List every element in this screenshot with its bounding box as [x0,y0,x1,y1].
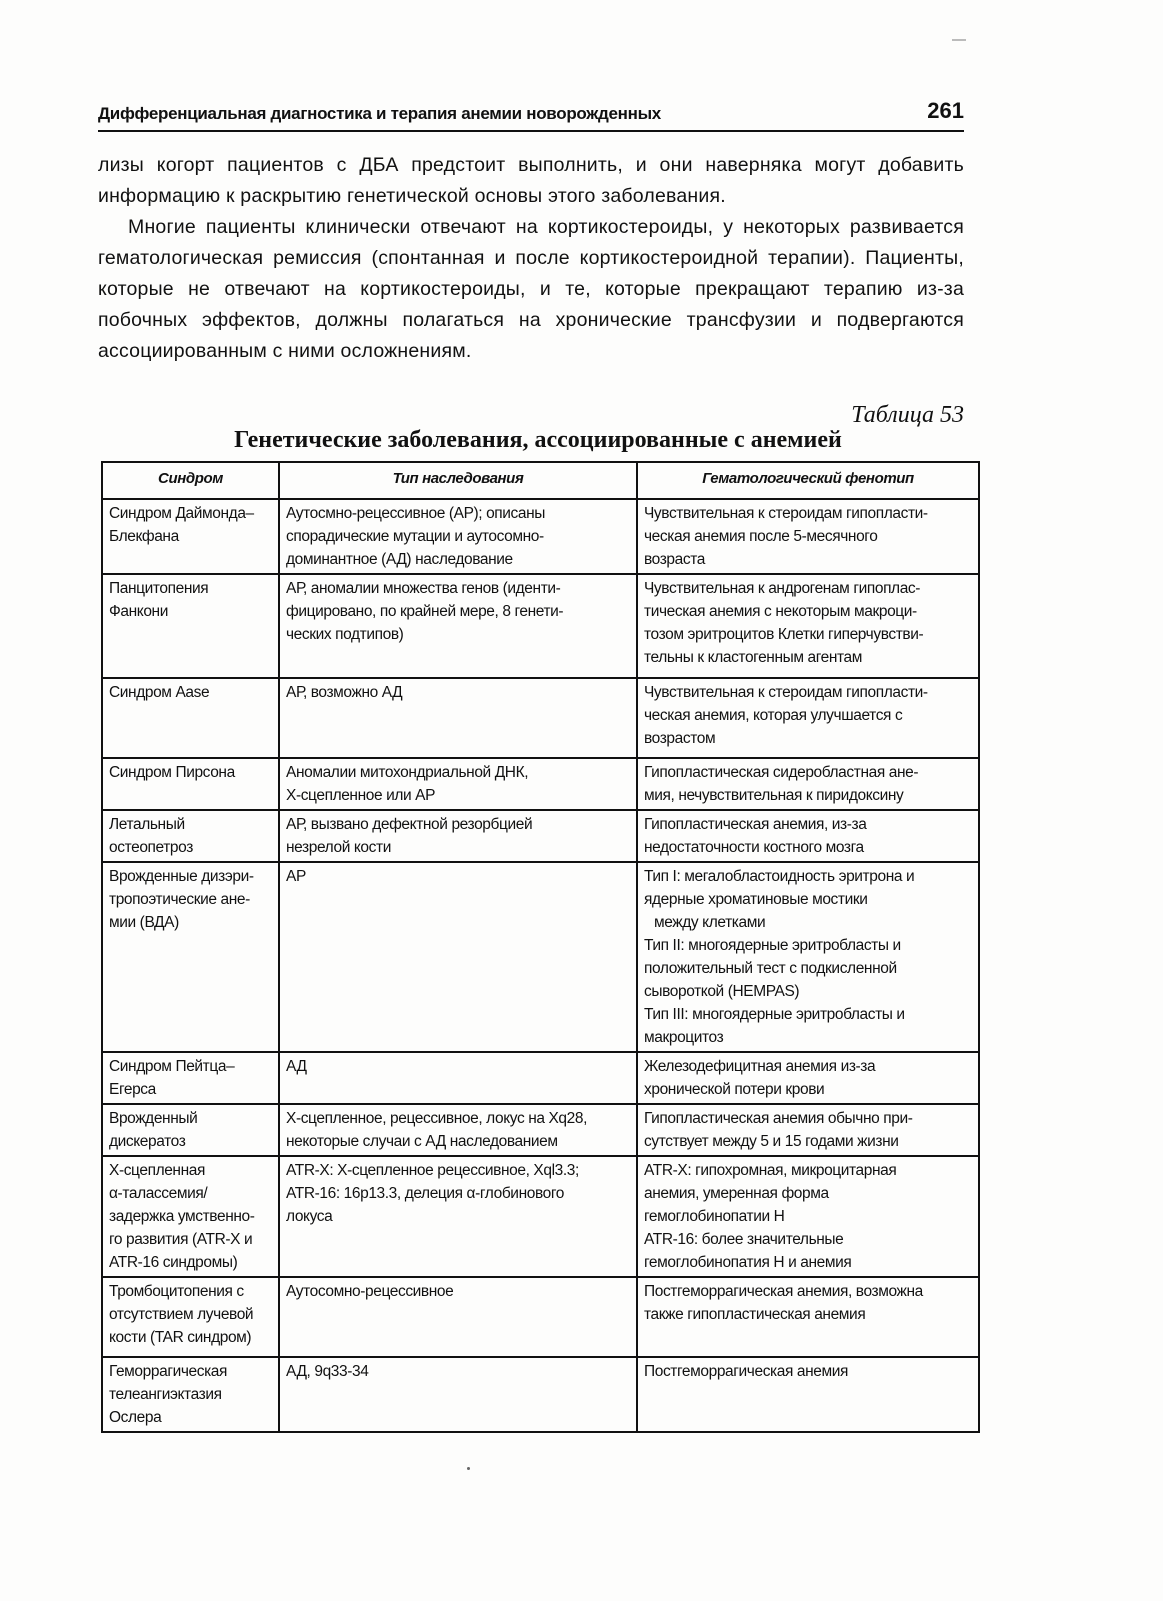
cell-text-line: Чувствительная к стероидам гипопласти- [644,684,928,701]
cell-text-line: между клетками [654,914,766,931]
syndrome-cell [102,1104,279,1156]
genetic-diseases-table [101,461,980,1433]
cell-text-line: АД [286,1058,307,1075]
cell-text-line: некоторые случаи с АД наследованием [286,1133,558,1150]
syndrome-cell [102,1052,279,1104]
running-title: Дифференциальная диагностика и терапия анемии новорожденных [98,104,661,123]
inheritance-cell [279,862,637,1052]
cell-text-line: также гипопластическая анемия [644,1306,866,1323]
cell-text-line: локуса [286,1208,333,1225]
cell-text-line: тельны к кластогенным агентам [644,649,863,666]
cell-text-line: Чувствительная к андрогенам гипоплас- [644,580,921,597]
inheritance-cell [279,758,637,810]
cell-text-line: задержка умственно- [109,1208,255,1225]
cell-text-line: Х-сцепленное, рецессивное, локус на Xq28, [286,1110,587,1127]
inheritance-cell [279,678,637,758]
page-header [98,92,964,132]
cell-text-line: Аномалии митохондриальной ДНК, [286,764,529,781]
cell-text-line: гемоглобинопатия Н и анемия [644,1254,852,1271]
syndrome-cell [102,758,279,810]
table-row [102,1277,979,1357]
phenotype-cell [637,810,979,862]
cell-text-line: хронической потери крови [644,1081,825,1098]
cell-text-line: Врожденные дизэри- [109,868,254,885]
phenotype-cell [637,499,979,574]
cell-text-line: сутствует между 5 и 15 годами жизни [644,1133,899,1150]
cell-text-line: Синдром Пирсона [109,764,235,781]
cell-text-line: Тип I: мегалобластоидность эритрона и [644,868,915,885]
cell-text-line: положительный тест с подкисленной [644,960,897,977]
cell-text-line: недостаточности костного мозга [644,839,864,856]
cell-text-line: Тромбоцитопения с [109,1283,244,1300]
inheritance-cell [279,1052,637,1104]
cell-text-line: Гипопластическая анемия обычно при- [644,1110,913,1127]
cell-text-line: АР, вызвано дефектной резорбцией [286,816,533,833]
column-header-phenotype: Гематологический фенотип [637,462,979,499]
phenotype-cell [637,678,979,758]
cell-text-line: макроцитоз [644,1029,724,1046]
cell-text-line: тропоэтические ане- [109,891,250,908]
syndrome-cell [102,810,279,862]
table-row [102,1104,979,1156]
cell-text-line: ATR-16 синдромы) [109,1254,238,1271]
cell-text-line: Геморрагическая [109,1363,228,1380]
table-title: Генетические заболевания, ассоциированные с анемией [234,427,842,453]
cell-text-line: Чувствительная к стероидам гипопласти- [644,505,928,522]
cell-text-line: телеангиэктазия [109,1386,222,1403]
table-row [102,499,979,574]
cell-text-line: Х-сцепленная [109,1162,205,1179]
phenotype-cell [637,1357,979,1432]
cell-text-line: ческих подтипов) [286,626,404,643]
phenotype-cell [637,1052,979,1104]
cell-text-line: спорадические мутации и аутосомно- [286,528,544,545]
syndrome-cell [102,1357,279,1432]
inheritance-cell [279,1104,637,1156]
phenotype-cell [637,862,979,1052]
cell-text-line: ческая анемия после 5-месячного [644,528,878,545]
table-row [102,1156,979,1277]
inheritance-cell [279,574,637,678]
cell-text-line: АР [286,868,306,885]
page-number: 261 [927,98,964,123]
cell-text-line: АД, 9q33-34 [286,1363,369,1380]
cell-text-line: остеопетроз [109,839,193,856]
cell-text-line: Гипопластическая сидеробластная ане- [644,764,919,781]
cell-text-line: Летальный [109,816,185,833]
phenotype-cell [637,1156,979,1277]
syndrome-cell [102,499,279,574]
cell-text-line: Х-сцепленное или АР [286,787,436,804]
cell-text-line: анемия, умеренная форма [644,1185,829,1202]
cell-text-line: Постгеморрагическая анемия, возможна [644,1283,923,1300]
table-body [102,499,979,1432]
cell-text-line: возрастом [644,730,716,747]
table-row [102,758,979,810]
cell-text-line: доминантное (АД) наследование [286,551,513,568]
syndrome-cell [102,1156,279,1277]
cell-text-line: α-талассемия/ [109,1185,208,1202]
table-row [102,574,979,678]
inheritance-cell [279,810,637,862]
cell-text-line: возраста [644,551,705,568]
cell-text-line: Фанкони [109,603,168,620]
cell-text-line: Гипопластическая анемия, из-за [644,816,867,833]
cell-text-line: Врожденный [109,1110,198,1127]
inheritance-cell [279,1357,637,1432]
cell-text-line: мии (ВДА) [109,914,179,931]
cell-text-line: го развития (ATR-X и [109,1231,253,1248]
cell-text-line: гемоглобинопатии Н [644,1208,785,1225]
column-header-inheritance: Тип наследования [279,462,637,499]
cell-text-line: Егерса [109,1081,156,1098]
cell-text-line: Синдром Пейтца– [109,1058,235,1075]
phenotype-cell [637,758,979,810]
paragraph: лизы когорт пациентов с ДБА предстоит выполнить, и они наверняка могут добавить информацию к раскрытию генетической основы этого заболевания. [98,154,964,207]
syndrome-cell [102,574,279,678]
cell-text-line: Тип III: многоядерные эритробласты и [644,1006,905,1023]
table-row [102,810,979,862]
syndrome-cell [102,1277,279,1357]
table-row [102,1357,979,1432]
cell-text-line: Синдром Aase [109,684,210,701]
cell-text-line: Аутосмно-рецессивное (АР); описаны [286,505,546,522]
table-label: Таблица 53 [851,402,964,428]
cell-text-line: Блекфана [109,528,179,545]
inheritance-cell [279,499,637,574]
cell-text-line: ческая анемия, которая улучшается с [644,707,903,724]
cell-text-line: ATR-X: гипохромная, микроцитарная [644,1162,897,1179]
inheritance-cell [279,1156,637,1277]
cell-text-line: тозом эритроцитов Клетки гиперчувстви- [644,626,924,643]
syndrome-cell [102,678,279,758]
table-header-row [102,462,979,499]
cell-text-line: Панцитопения [109,580,209,597]
cell-text-line: незрелой кости [286,839,391,856]
stray-dot [467,1467,470,1470]
paragraph: Многие пациенты клинически отвечают на кортикостероиды, у некоторых развивается гематологическая ремиссия (спонтанная и после кортикостероидной терапии). Пациенты, которые не отвечают на кортикостероиды, и те, которые прекращают терапию из-за побочных эффектов, должны полагаться на хронические трансфузии и подвергаются ассоциированным с ними осложнениям. [98,216,964,362]
scan-mark [952,39,966,41]
cell-text-line: АР, аномалии множества генов (иденти- [286,580,561,597]
cell-text-line: ATR-X: Х-сцепленное рецессивное, Xql3.3; [286,1162,579,1179]
cell-text-line: фицировано, по крайней мере, 8 генети- [286,603,564,620]
cell-text-line: дискератоз [109,1133,186,1150]
cell-text-line: мия, нечувствительная к пиридоксину [644,787,904,804]
phenotype-cell [637,1104,979,1156]
cell-text-line: Железодефицитная анемия из-за [644,1058,876,1075]
cell-text-line: Постгеморрагическая анемия [644,1363,848,1380]
cell-text-line: тическая анемия с некоторым макроци- [644,603,917,620]
syndrome-cell [102,862,279,1052]
cell-text-line: Аутосомно-рецессивное [286,1283,454,1300]
phenotype-cell [637,574,979,678]
cell-text-line: ядерные хроматиновые мостики [644,891,868,908]
cell-text-line: Ослера [109,1409,162,1426]
cell-text-line: ATR-16: более значительные [644,1231,844,1248]
table-row [102,862,979,1052]
body-text [98,150,964,367]
table-row [102,678,979,758]
cell-text-line: ATR-16: 16p13.3, делеция α-глобинового [286,1185,564,1202]
column-header-syndrome: Синдром [102,462,279,499]
cell-text-line: кости (TAR синдром) [109,1329,252,1346]
inheritance-cell [279,1277,637,1357]
cell-text-line: Тип II: многоядерные эритробласты и [644,937,901,954]
cell-text-line: Синдром Даймонда– [109,505,254,522]
cell-text-line: АР, возможно АД [286,684,403,701]
table-row [102,1052,979,1104]
phenotype-cell [637,1277,979,1357]
cell-text-line: отсутствием лучевой [109,1306,254,1323]
cell-text-line: сывороткой (HEMPAS) [644,983,800,1000]
